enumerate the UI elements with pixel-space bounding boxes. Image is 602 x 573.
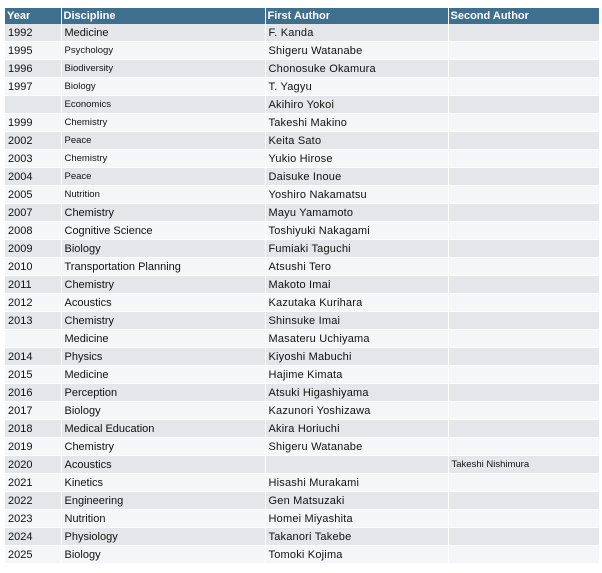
cell-second-author (448, 510, 599, 528)
cell-first-author: Shigeru Watanabe (265, 42, 448, 60)
cell-first-author: Kazunori Yoshizawa (265, 402, 448, 420)
cell-second-author (448, 384, 599, 402)
cell-second-author (448, 222, 599, 240)
cell-first-author: Yoshiro Nakamatsu (265, 186, 448, 204)
table-row (5, 150, 599, 168)
cell-discipline: Chemistry (61, 150, 265, 168)
cell-first-author (265, 456, 448, 474)
cell-first-author: Fumiaki Taguchi (265, 240, 448, 258)
cell-first-author: Mayu Yamamoto (265, 204, 448, 222)
cell-year: 2025 (5, 546, 61, 564)
cell-discipline: Biology (61, 78, 265, 96)
table-row (5, 384, 599, 402)
cell-discipline: Chemistry (61, 276, 265, 294)
table-row (5, 510, 599, 528)
cell-year: 2012 (5, 294, 61, 312)
cell-discipline: Engineering (61, 492, 265, 510)
header-second-author: Second Author (448, 8, 599, 24)
cell-year: 2024 (5, 528, 61, 546)
cell-year: 2015 (5, 366, 61, 384)
cell-second-author (448, 78, 599, 96)
cell-discipline: Biology (61, 240, 265, 258)
cell-second-author (448, 438, 599, 456)
table-row (5, 114, 599, 132)
cell-year: 2011 (5, 276, 61, 294)
table-row (5, 204, 599, 222)
cell-first-author: Homei Miyashita (265, 510, 448, 528)
cell-first-author: Kiyoshi Mabuchi (265, 348, 448, 366)
cell-first-author: F. Kanda (265, 24, 448, 42)
cell-first-author: Akihiro Yokoi (265, 96, 448, 114)
cell-year: 1995 (5, 42, 61, 60)
cell-discipline: Medicine (61, 24, 265, 42)
data-table (5, 8, 600, 564)
cell-year: 2017 (5, 402, 61, 420)
cell-year: 1997 (5, 78, 61, 96)
cell-year (5, 330, 61, 348)
cell-second-author (448, 42, 599, 60)
cell-second-author (448, 348, 599, 366)
cell-first-author: Tomoki Kojima (265, 546, 448, 564)
table-row (5, 294, 599, 312)
cell-discipline: Acoustics (61, 456, 265, 474)
cell-discipline: Medicine (61, 330, 265, 348)
cell-discipline: Chemistry (61, 204, 265, 222)
cell-discipline: Nutrition (61, 510, 265, 528)
header-row (5, 8, 599, 24)
cell-year: 2016 (5, 384, 61, 402)
cell-year: 2021 (5, 474, 61, 492)
table-row (5, 528, 599, 546)
cell-second-author (448, 546, 599, 564)
cell-first-author: Hajime Kimata (265, 366, 448, 384)
table-row (5, 420, 599, 438)
cell-second-author (448, 60, 599, 78)
cell-year: 2003 (5, 150, 61, 168)
cell-second-author (448, 294, 599, 312)
cell-first-author: Takeshi Makino (265, 114, 448, 132)
cell-year: 2004 (5, 168, 61, 186)
cell-first-author: Chonosuke Okamura (265, 60, 448, 78)
cell-second-author (448, 114, 599, 132)
cell-year (5, 96, 61, 114)
cell-first-author: Daisuke Inoue (265, 168, 448, 186)
cell-year: 2010 (5, 258, 61, 276)
cell-second-author (448, 366, 599, 384)
cell-first-author: Shigeru Watanabe (265, 438, 448, 456)
cell-year: 2009 (5, 240, 61, 258)
cell-discipline: Chemistry (61, 438, 265, 456)
cell-second-author (448, 96, 599, 114)
cell-second-author (448, 402, 599, 420)
cell-discipline: Transportation Planning (61, 258, 265, 276)
cell-second-author: Takeshi Nishimura (448, 456, 599, 474)
cell-discipline: Physiology (61, 528, 265, 546)
cell-second-author (448, 276, 599, 294)
cell-year: 1999 (5, 114, 61, 132)
table-row (5, 312, 599, 330)
cell-second-author (448, 492, 599, 510)
cell-first-author: Gen Matsuzaki (265, 492, 448, 510)
table-row (5, 348, 599, 366)
cell-second-author (448, 150, 599, 168)
cell-discipline: Chemistry (61, 312, 265, 330)
cell-first-author: Masateru Uchiyama (265, 330, 448, 348)
table-row (5, 366, 599, 384)
cell-year: 2005 (5, 186, 61, 204)
cell-discipline: Psychology (61, 42, 265, 60)
cell-discipline: Medicine (61, 366, 265, 384)
cell-first-author: Akira Horiuchi (265, 420, 448, 438)
cell-first-author: Atsuki Higashiyama (265, 384, 448, 402)
cell-year: 1992 (5, 24, 61, 42)
table-row (5, 276, 599, 294)
table-row (5, 222, 599, 240)
table-row (5, 60, 599, 78)
cell-second-author (448, 258, 599, 276)
table-row (5, 240, 599, 258)
cell-discipline: Perception (61, 384, 265, 402)
table-row (5, 186, 599, 204)
header-year: Year (5, 8, 61, 24)
cell-discipline: Biology (61, 546, 265, 564)
table-row (5, 456, 599, 474)
cell-discipline: Peace (61, 168, 265, 186)
cell-first-author: Keita Sato (265, 132, 448, 150)
cell-second-author (448, 186, 599, 204)
table-row (5, 474, 599, 492)
cell-second-author (448, 168, 599, 186)
table-row (5, 42, 599, 60)
table-row (5, 330, 599, 348)
table-row (5, 78, 599, 96)
cell-first-author: Atsushi Tero (265, 258, 448, 276)
cell-year: 2007 (5, 204, 61, 222)
cell-discipline: Physics (61, 348, 265, 366)
header-discipline: Discipline (61, 8, 265, 24)
table-row (5, 168, 599, 186)
cell-year: 1996 (5, 60, 61, 78)
cell-second-author (448, 420, 599, 438)
cell-year: 2018 (5, 420, 61, 438)
cell-year: 2022 (5, 492, 61, 510)
cell-second-author (448, 474, 599, 492)
cell-year: 2002 (5, 132, 61, 150)
table-row (5, 402, 599, 420)
table-row (5, 258, 599, 276)
cell-discipline: Kinetics (61, 474, 265, 492)
table-row (5, 546, 599, 564)
cell-first-author: Shinsuke Imai (265, 312, 448, 330)
table-row (5, 132, 599, 150)
table-header (5, 8, 599, 24)
cell-discipline: Cognitive Science (61, 222, 265, 240)
cell-year: 2020 (5, 456, 61, 474)
cell-discipline: Economics (61, 96, 265, 114)
cell-discipline: Peace (61, 132, 265, 150)
cell-first-author: Kazutaka Kurihara (265, 294, 448, 312)
table-row (5, 24, 599, 42)
table-row (5, 96, 599, 114)
cell-first-author: Makoto Imai (265, 276, 448, 294)
cell-first-author: Hisashi Murakami (265, 474, 448, 492)
cell-second-author (448, 312, 599, 330)
cell-second-author (448, 330, 599, 348)
header-first-author: First Author (265, 8, 448, 24)
cell-second-author (448, 132, 599, 150)
cell-discipline: Chemistry (61, 114, 265, 132)
cell-discipline: Acoustics (61, 294, 265, 312)
cell-year: 2013 (5, 312, 61, 330)
cell-second-author (448, 528, 599, 546)
cell-first-author: Takanori Takebe (265, 528, 448, 546)
cell-second-author (448, 24, 599, 42)
cell-discipline: Medical Education (61, 420, 265, 438)
cell-discipline: Biodiversity (61, 60, 265, 78)
cell-discipline: Nutrition (61, 186, 265, 204)
cell-second-author (448, 240, 599, 258)
cell-year: 2019 (5, 438, 61, 456)
cell-first-author: T. Yagyu (265, 78, 448, 96)
cell-first-author: Toshiyuki Nakagami (265, 222, 448, 240)
cell-discipline: Biology (61, 402, 265, 420)
cell-year: 2023 (5, 510, 61, 528)
cell-year: 2008 (5, 222, 61, 240)
cell-year: 2014 (5, 348, 61, 366)
table-row (5, 492, 599, 510)
cell-second-author (448, 204, 599, 222)
table-body (5, 24, 599, 564)
table-row (5, 438, 599, 456)
cell-first-author: Yukio Hirose (265, 150, 448, 168)
